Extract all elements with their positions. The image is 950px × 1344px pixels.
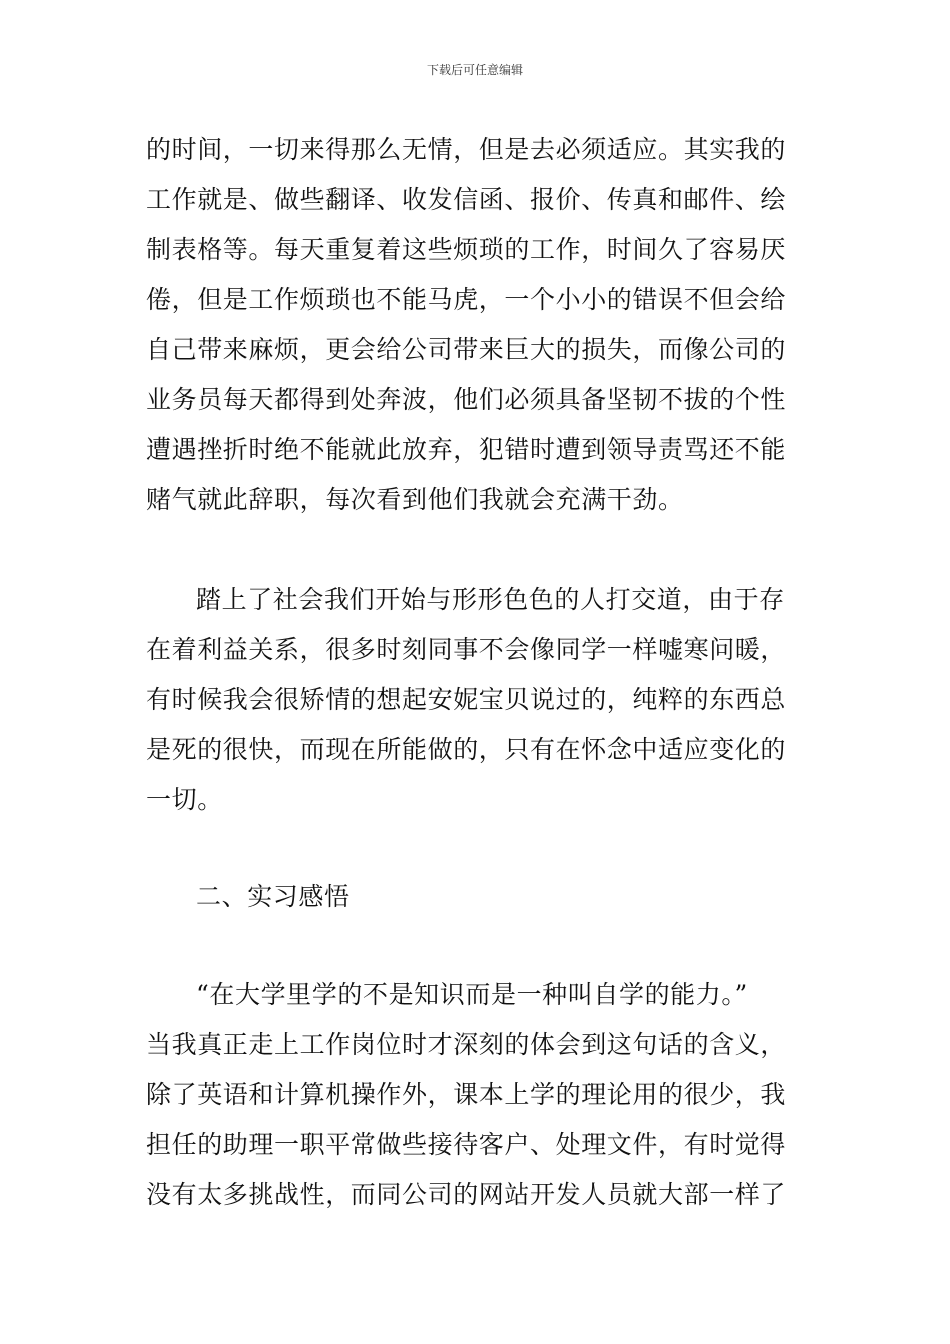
paragraph-line: 没有太多挑战性，而同公司的网站开发人员就大部一样了 bbox=[146, 1180, 787, 1209]
paragraph-2 bbox=[146, 575, 806, 825]
paragraph-line: 赌气就此辞职，每次看到他们我就会充满干劲。 bbox=[146, 485, 684, 514]
paragraph-line: 的时间，一切来得那么无情，但是去必须适应。其实我的 bbox=[146, 135, 787, 164]
paragraph-line: 业务员每天都得到处奔波，他们必须具备坚韧不拔的个性 bbox=[146, 385, 787, 414]
paragraph-line: “在大学里学的不是知识而是一种叫自学的能力。” bbox=[196, 980, 748, 1009]
paragraph-line: 担任的助理一职平常做些接待客户、处理文件，有时觉得 bbox=[146, 1130, 787, 1159]
paragraph-line: 遭遇挫折时绝不能就此放弃，犯错时遭到领导责骂还不能 bbox=[146, 435, 787, 464]
paragraph-1 bbox=[146, 125, 806, 525]
paragraph-line: 制表格等。每天重复着这些烦琐的工作，时间久了容易厌 bbox=[146, 235, 787, 264]
paragraph-line: 有时候我会很矫情的想起安妮宝贝说过的，纯粹的东西总 bbox=[146, 685, 787, 714]
paragraph-line: 踏上了社会我们开始与形形色色的人打交道，由于存 bbox=[196, 585, 785, 614]
paragraph-line: 倦，但是工作烦琐也不能马虎，一个小小的错误不但会给 bbox=[146, 285, 787, 314]
paragraph-line: 工作就是、做些翻译、收发信函、报价、传真和邮件、绘 bbox=[146, 185, 787, 214]
paragraph-line: 当我真正走上工作岗位时才深刻的体会到这句话的含义， bbox=[146, 1030, 787, 1059]
paragraph-3 bbox=[146, 970, 806, 1220]
paragraph-line: 自己带来麻烦，更会给公司带来巨大的损失，而像公司的 bbox=[146, 335, 787, 364]
paragraph-line: 除了英语和计算机操作外，课本上学的理论用的很少，我 bbox=[146, 1080, 787, 1109]
section-heading bbox=[146, 872, 806, 922]
page-header: 下载后可任意编辑 bbox=[426, 63, 523, 77]
paragraph-line: 一切。 bbox=[146, 785, 223, 814]
paragraph-line: 是死的很快，而现在所能做的，只有在怀念中适应变化的 bbox=[146, 735, 787, 764]
section-heading-text: 二、实习感悟 bbox=[196, 882, 350, 911]
paragraph-line: 在着利益关系，很多时刻同事不会像同学一样嘘寒问暖， bbox=[146, 635, 787, 664]
